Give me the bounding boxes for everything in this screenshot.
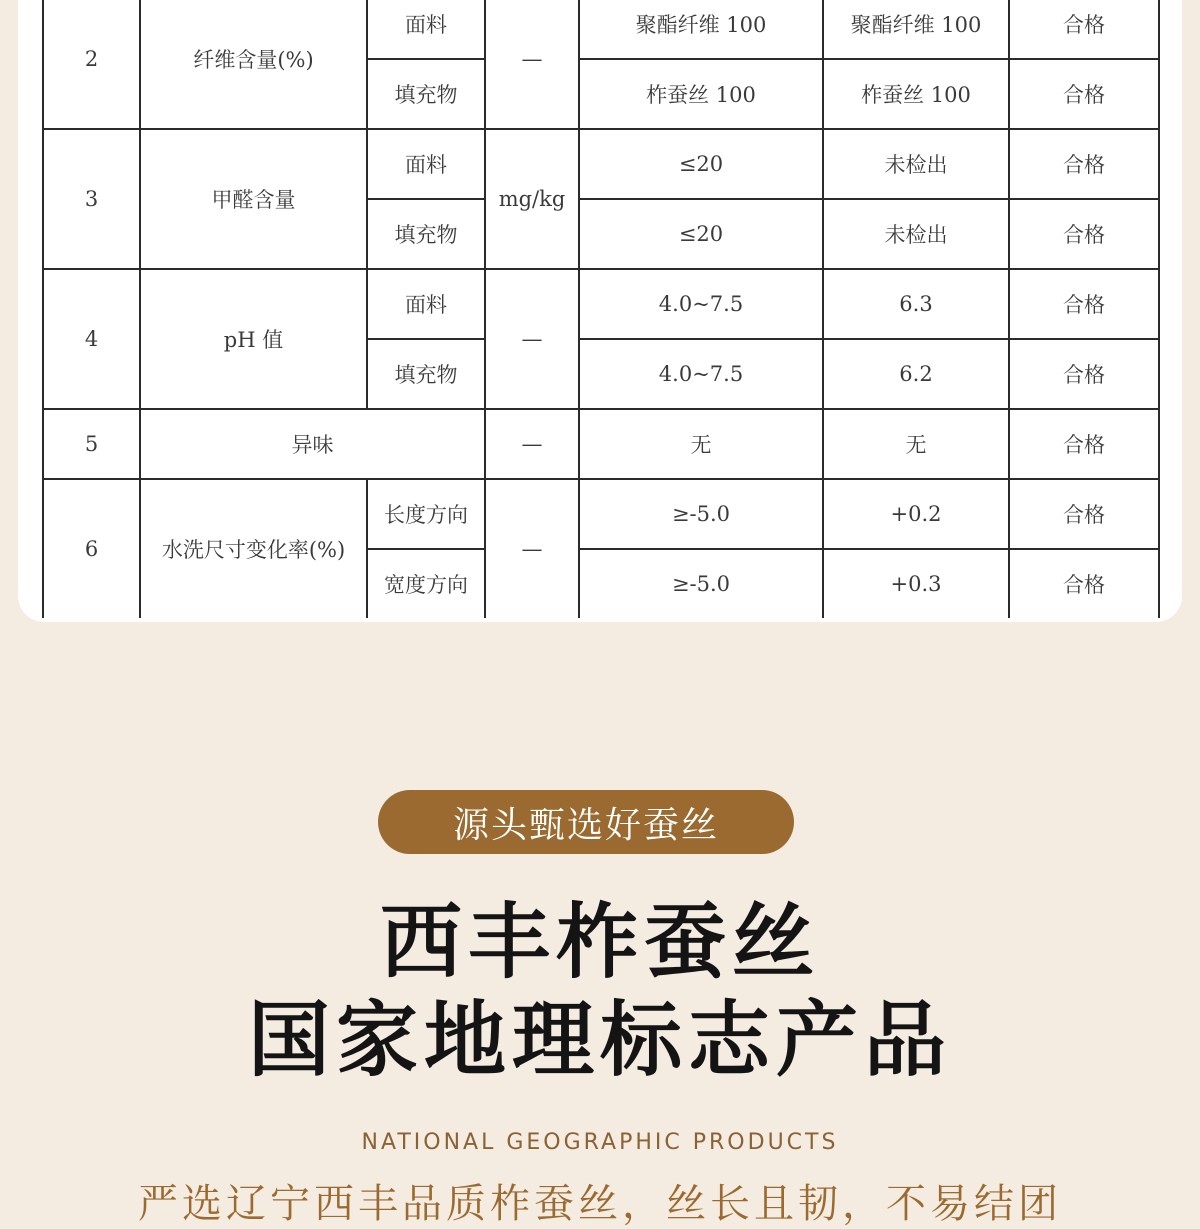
verdict: 合格 bbox=[1008, 128, 1158, 198]
test-item: 甲醛含量 bbox=[139, 128, 366, 268]
row-number: 4 bbox=[42, 268, 139, 408]
sample-part: 面料 bbox=[366, 128, 484, 198]
source-badge-text: 源头甄选好蚕丝 bbox=[452, 804, 719, 846]
verdict: 合格 bbox=[1008, 0, 1158, 58]
sample-part: 长度方向 bbox=[366, 478, 484, 548]
row-number: 2 bbox=[42, 0, 139, 128]
sample-part: 面料 bbox=[366, 268, 484, 338]
unit: mg/kg bbox=[484, 128, 578, 268]
headline-line1: 西丰柞蚕丝 bbox=[379, 895, 820, 990]
requirement: 聚酯纤维 100 bbox=[578, 0, 822, 58]
requirement: ≤20 bbox=[578, 128, 822, 198]
requirement: ≤20 bbox=[578, 198, 822, 268]
result: 未检出 bbox=[822, 198, 1008, 268]
table-right-border bbox=[1158, 0, 1160, 618]
unit: — bbox=[484, 408, 578, 478]
requirement: ≥-5.0 bbox=[578, 548, 822, 618]
test-item: 纤维含量(%) bbox=[139, 0, 366, 128]
sample-part: 填充物 bbox=[366, 338, 484, 408]
result: 6.3 bbox=[822, 268, 1008, 338]
sample-part: 填充物 bbox=[366, 198, 484, 268]
verdict: 合格 bbox=[1008, 58, 1158, 128]
test-item: pH 值 bbox=[139, 268, 366, 408]
requirement: ≥-5.0 bbox=[578, 478, 822, 548]
sample-part: 宽度方向 bbox=[366, 548, 484, 618]
row-number: 5 bbox=[42, 408, 139, 478]
unit: — bbox=[484, 268, 578, 408]
row-number: 3 bbox=[42, 128, 139, 268]
sample-part: 填充物 bbox=[366, 58, 484, 128]
verdict: 合格 bbox=[1008, 548, 1158, 618]
requirement: 无 bbox=[578, 408, 822, 478]
product-description: 严选辽宁西丰品质柞蚕丝，丝长且韧，不易结团 bbox=[138, 1181, 1062, 1227]
requirement: 柞蚕丝 100 bbox=[578, 58, 822, 128]
result: +0.2 bbox=[822, 478, 1008, 548]
english-subtitle: NATIONAL GEOGRAPHIC PRODUCTS bbox=[361, 1130, 839, 1155]
verdict: 合格 bbox=[1008, 268, 1158, 338]
verdict: 合格 bbox=[1008, 338, 1158, 408]
source-badge bbox=[378, 790, 794, 854]
result: 聚酯纤维 100 bbox=[822, 0, 1008, 58]
verdict: 合格 bbox=[1008, 478, 1158, 548]
result: 未检出 bbox=[822, 128, 1008, 198]
result: 6.2 bbox=[822, 338, 1008, 408]
unit: — bbox=[484, 0, 578, 128]
sample-part: 面料 bbox=[366, 0, 484, 58]
result: 无 bbox=[822, 408, 1008, 478]
requirement: 4.0~7.5 bbox=[578, 268, 822, 338]
test-item: 异味 bbox=[139, 408, 484, 478]
headline-line2: 国家地理标志产品 bbox=[247, 993, 952, 1088]
test-item: 水洗尺寸变化率(%) bbox=[139, 478, 366, 618]
result: 柞蚕丝 100 bbox=[822, 58, 1008, 128]
unit: — bbox=[484, 478, 578, 618]
test-report-card bbox=[18, 0, 1182, 622]
result: +0.3 bbox=[822, 548, 1008, 618]
row-number: 6 bbox=[42, 478, 139, 618]
verdict: 合格 bbox=[1008, 198, 1158, 268]
verdict: 合格 bbox=[1008, 408, 1158, 478]
requirement: 4.0~7.5 bbox=[578, 338, 822, 408]
